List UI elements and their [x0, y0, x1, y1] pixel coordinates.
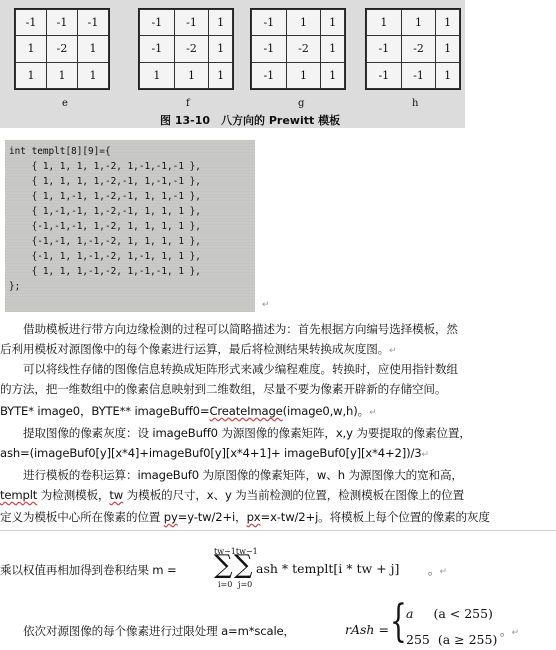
sum-sign-i: ∑	[214, 550, 233, 580]
formula-line: 乘以权值再相加得到卷积结果 m =	[0, 563, 177, 577]
paragraph-2-line-1: 可以将线性存储的图像信息转换成矩阵形式来减少编程难度。转换时，应使用指针数组	[23, 362, 458, 376]
matrix-cell: 1	[401, 10, 436, 36]
formula-end: 。↵	[428, 563, 447, 577]
matrix-cell: 1	[436, 62, 460, 88]
matrix-cell: 1	[16, 36, 47, 62]
sum-lower-i: i=0	[218, 580, 233, 589]
matrix-cell: 1	[209, 36, 233, 62]
matrix-cell: -1	[252, 36, 287, 62]
return-mark: ↵	[262, 300, 270, 310]
code-line: { 1,-1,-1, 1,-2,-1, 1, 1, 1 },	[9, 206, 201, 217]
formula-body: ash * templt[i * tw + j]	[256, 561, 400, 576]
matrix-cell: 1	[321, 36, 345, 62]
matrix-cell: -1	[367, 62, 402, 88]
prewitt-figure	[0, 0, 465, 128]
paragraph-1-line-2: 后利用模板对源图像中的每个像素进行运算，最后将检测结果转换成灰度图。↵	[0, 342, 397, 356]
matrix-cell: 1	[321, 62, 345, 88]
matrix-cell: -1	[174, 10, 209, 36]
matrix-cell: 1	[436, 10, 460, 36]
matrix-cell: 1	[209, 62, 233, 88]
paragraph-2-line-3: BYTE* image0，BYTE** imageBuff0=CreateImage(image0,w,h)。↵	[0, 404, 377, 418]
divider	[0, 530, 556, 531]
matrix-cell: -2	[286, 36, 321, 62]
matrix-cell: -2	[47, 36, 78, 62]
paragraph-4-line-3: 定义为模板中心所在像素的位置 py=y-tw/2+i，px=x-tw/2+j。将模板上每个位置的像素的灰度	[0, 510, 490, 524]
matrix-cell: 1	[286, 10, 321, 36]
threshold-line: 依次对源图像的每个像素进行过限处理 a=m*scale，	[23, 624, 295, 638]
paragraph-1-line-1: 借助模板进行带方向边缘检测的过程可以简略描述为：首先根据方向编号选择模板，然	[23, 322, 458, 336]
code-line: {-1,-1,-1, 1,-2, 1, 1, 1, 1 },	[9, 221, 201, 232]
matrix-cell: 1	[78, 36, 109, 62]
matrix-cell: -1	[252, 62, 287, 88]
case-1: a (a < 255)	[406, 606, 493, 621]
code-line: {-1, 1, 1,-1,-2, 1,-1, 1, 1 },	[9, 251, 201, 262]
matrix-f	[138, 8, 234, 90]
matrix-e	[14, 8, 110, 90]
matrix-label: g	[298, 98, 305, 109]
matrix-cell: 1	[367, 10, 402, 36]
matrix-cell: 1	[174, 62, 209, 88]
figure-caption: 图 13-10 八方向的 Prewitt 模板	[160, 114, 341, 127]
code-line: int templt[8][9]={	[9, 146, 111, 157]
code-line: { 1, 1, 1, 1,-2,-1, 1,-1,-1 },	[9, 176, 201, 187]
code-block	[5, 140, 255, 294]
matrix-label: h	[412, 98, 419, 109]
paragraph-4-line-2: templt 为检测模板，tw 为模板的尺寸，x、y 为当前检测的位置，检测模板在图像上的位置	[0, 488, 465, 502]
matrix-cell: 1	[286, 62, 321, 88]
brace: {	[390, 596, 407, 647]
matrix-cell: -1	[16, 10, 47, 36]
matrix-cell: 1	[78, 62, 109, 88]
paragraph-3-line-2: ash=(imageBuf0[y][x*4]+imageBuf0[y][x*4+1]+ imageBuf0[y][x*4+2])/3↵	[0, 446, 429, 460]
matrix-cell: -1	[47, 10, 78, 36]
code-line: };	[9, 281, 21, 292]
matrix-label: e	[62, 98, 68, 109]
threshold-end: 。↵	[500, 624, 519, 638]
code-line: { 1, 1, 1,-1,-2, 1,-1,-1, 1 },	[9, 266, 201, 277]
matrix-cell: -1	[78, 10, 109, 36]
matrix-g	[250, 8, 346, 90]
sum-sign-j: ∑	[234, 550, 253, 580]
matrix-cell: 1	[321, 10, 345, 36]
matrix-cell: 1	[140, 62, 175, 88]
matrix-cell: -1	[140, 10, 175, 36]
matrix-cell: 1	[436, 36, 460, 62]
matrix-h	[365, 8, 461, 90]
code-line: { 1, 1, 1, 1,-2, 1,-1,-1,-1 },	[9, 161, 201, 172]
matrix-cell: -1	[401, 62, 436, 88]
matrix-cell: -1	[140, 36, 175, 62]
matrix-cell: -2	[174, 36, 209, 62]
paragraph-2-line-2: 的方法，把一维数组中的像素信息映射到二维数组，尽量不要为像素开辟新的存储空间。	[0, 382, 447, 396]
matrix-cell: -1	[367, 36, 402, 62]
code-image	[5, 140, 255, 312]
matrix-cell: -1	[252, 10, 287, 36]
rash-symbol: rAsh =	[345, 622, 389, 637]
matrix-cell: 1	[16, 62, 47, 88]
matrix-cell: 1	[209, 10, 233, 36]
case-2: 255 (a ≥ 255)	[406, 632, 498, 647]
sum-upper-limits: tw−1tw−1	[214, 547, 258, 556]
matrix-cell: -2	[401, 36, 436, 62]
matrix-cell: 1	[47, 62, 78, 88]
paragraph-4-line-1: 进行模板的卷积运算：imageBuf0 为原图像的像素矩阵，w、h 为源图像大的宽和高，	[23, 468, 463, 482]
code-line: {-1,-1, 1,-1,-2, 1, 1, 1, 1 },	[9, 236, 201, 247]
paragraph-3-line-1: 提取图像的像素灰度：设 imageBuff0 为源图像的像素矩阵，x,y 为要提取的像素位置，	[23, 426, 471, 440]
code-line: { 1, 1,-1, 1,-2,-1, 1, 1,-1 },	[9, 191, 201, 202]
matrix-label: f	[186, 98, 190, 109]
sum-lower-j: j=0	[238, 580, 253, 589]
